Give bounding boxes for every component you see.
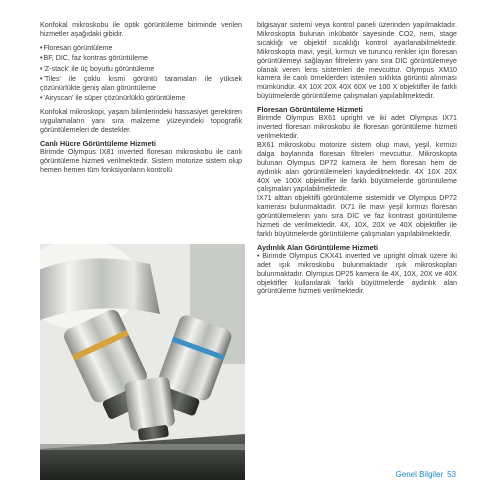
- list-item: •'Tiles' ile çoklu kısmi görüntü taramaları ile yüksek çözünürlükte geniş alan görüntüleme: [40, 75, 242, 92]
- services-list: [40, 44, 242, 103]
- microscope-photo: [40, 244, 245, 480]
- live-cell-heading: Canlı Hücre Görüntüleme Hizmeti: [40, 138, 156, 148]
- microscope-objectives-image: [40, 244, 245, 480]
- page-number: 53: [447, 470, 456, 479]
- fluorescence-text-1: Birimde Olympus BX61 upright ve iki adet Olympus IX71 inverted floresan mikroskobu ile floresan görüntüleme hizmeti verilmektedir.: [257, 114, 457, 140]
- list-item: •BF, DIC, faz kontras görüntüleme: [40, 54, 148, 63]
- live-cell-text: Birimde Olympus IX81 inverted floresan mikroskobu ile canlı görüntüleme hizmeti verilmektedir. Sistem motorize sistem olup hemen hemen tüm fonksiyonların kontrolü: [40, 147, 242, 174]
- list-item: •'Z-stack' ile üç boyutlu görüntüleme: [40, 64, 155, 73]
- fluorescence-text-3: IX71 alttan objektifli görüntüleme sistemidir ve Olympus DP72 kamerası bulunmaktadır. IX71 ile mavi yeşil kırmızı floresan görüntülemelerin yanı sıra DIC ve faz kontrast görüntüleme hizmeti de verilmektedir. 4X, 10X, 20X ve 40X objektifler ile farklı büyütmelerde görüntüleme çalışmaları yapılabilmektedir.: [257, 194, 457, 238]
- right-column: [257, 21, 457, 296]
- live-cell-continuation: bilgisayar sistemi veya kontrol paneli üzerinden yapılmaktadır. Mikroskopta bulunan inkübatör sayesinde CO2, nem, stage sıcaklığı ve objektif sıcaklığı kontrol ayarlanabilmektedir. Mikroskopta mavi, yeşil, kırmızı ve turuncu renkler için floresan görüntülemeyi sağlayan filtrelerin yanı sıra DIC görüntülemeye olanak veren lens sistemleri de mevcuttur. Olympus XM10 kamera ile canlı örneklerden istenilen sıklıkta görüntü alınması mümkündür. 4X 10X 20X 40X 60X ve 100 X objektifler ile farklı büyütmelerde görüntüleme çalışmaları yapılabilmektedir.: [257, 21, 457, 101]
- confocal-paragraph: Konfokal mikroskopi, yaşam bilimlerindeki hassasiyet gerektiren uygulamaların yanı sıra malzeme yüzeyindeki topografik görüntülemeleri de destekler.: [40, 108, 242, 135]
- footer-label: Genel Bilgiler: [395, 470, 444, 479]
- brightfield-text: • Birimde Olympus CKX41 inverted ve upright olmak üzere iki adet ışık mikroskobu bulunmaktadır ışık mikroskopları bulunmaktadır. Olympus DP25 kamera ile 4X, 10X, 20X ve 40X objektifler kullanılarak farklı büyütmelerde aydınlık alan görüntüleme hizmeti verilmektedir.: [257, 251, 457, 296]
- intro-text: Konfokal mikroskobu ile optik görüntüleme biriminde verilen hizmetler aşağıdaki gibidir.: [40, 21, 242, 38]
- page-footer: [396, 470, 456, 479]
- list-item: •'Airyscan' ile süper çözünürlüklü görüntüleme: [40, 94, 186, 103]
- fluorescence-text-2: BX61 mikroskobu motorize sistem olup mavi, yeşil, kırmızı dalga boylarında floresan filtreleri mevcuttur. Mikroskopta bulunan Olympus DP72 kamera ile hem floresan hem de aydınlık alan görüntülemeleri kaydedilmektedir. 4X 10X 20X 40X ve 100X objektifler ile farklı büyütmelerde görüntüleme çalışmaları yapılabilmektedir.: [257, 140, 457, 194]
- left-column: [40, 21, 242, 175]
- brightfield-heading: Aydınlık Alan Görüntüleme Hizmeti: [257, 242, 379, 252]
- fluorescence-heading: Floresan Görüntüleme Hizmeti: [257, 105, 363, 115]
- list-item: •Floresan görüntüleme: [40, 43, 113, 52]
